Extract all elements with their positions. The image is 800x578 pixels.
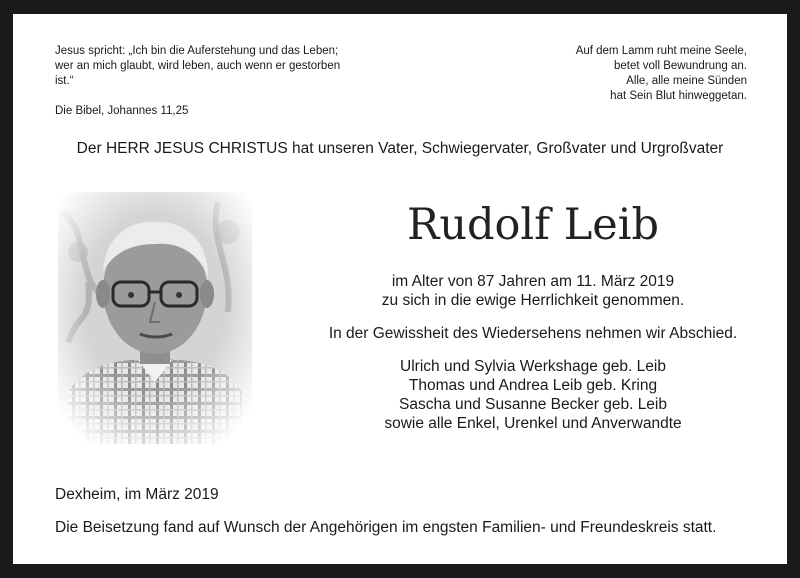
- mourner-line: Ulrich und Sylvia Werkshage geb. Leib: [400, 358, 666, 375]
- place-date: Dexheim, im März 2019: [55, 486, 219, 503]
- bible-reference: Die Bibel, Johannes 11,25: [55, 105, 189, 117]
- hymn-verse-line: betet voll Bewundrung an.: [614, 60, 747, 72]
- mourner-line: Thomas und Andrea Leib geb. Kring: [408, 377, 658, 394]
- bible-quote: [55, 44, 385, 119]
- age-date-line: im Alter von 87 Jahren am 11. März 2019: [391, 273, 675, 290]
- burial-note: Die Beisetzung fand auf Wunsch der Angehörigen im engsten Familien- und Freundeskreis statt.: [55, 519, 717, 536]
- obituary-notice: [13, 14, 787, 564]
- portrait-photo: [58, 192, 252, 444]
- death-details: [293, 272, 773, 433]
- deceased-name: Rudolf Leib: [406, 200, 660, 250]
- hymn-verse-line: Auf dem Lamm ruht meine Seele,: [575, 45, 747, 57]
- farewell-line: In der Gewissheit des Wiedersehens nehmen wir Abschied.: [328, 325, 738, 342]
- bible-quote-line: wer an mich glaubt, wird leben, auch wenn er gestorben: [55, 60, 341, 72]
- mourner-line: sowie alle Enkel, Urenkel und Anverwandte: [384, 415, 682, 432]
- eternal-line: zu sich in die ewige Herrlichkeit genommen.: [381, 292, 685, 309]
- hymn-verse-line: Alle, alle meine Sünden: [626, 75, 747, 87]
- mourner-line: Sascha und Susanne Becker geb. Leib: [399, 396, 667, 413]
- hymn-verse: [487, 44, 747, 104]
- bible-quote-line: Jesus spricht: „Ich bin die Auferstehung und das Leben;: [55, 45, 339, 57]
- hymn-verse-line: hat Sein Blut hinweggetan.: [610, 90, 747, 102]
- bible-quote-line: ist.“: [55, 75, 74, 87]
- intro-line: Der HERR JESUS CHRISTUS hat unseren Vater, Schwiegervater, Großvater und Urgroßvater: [76, 140, 724, 157]
